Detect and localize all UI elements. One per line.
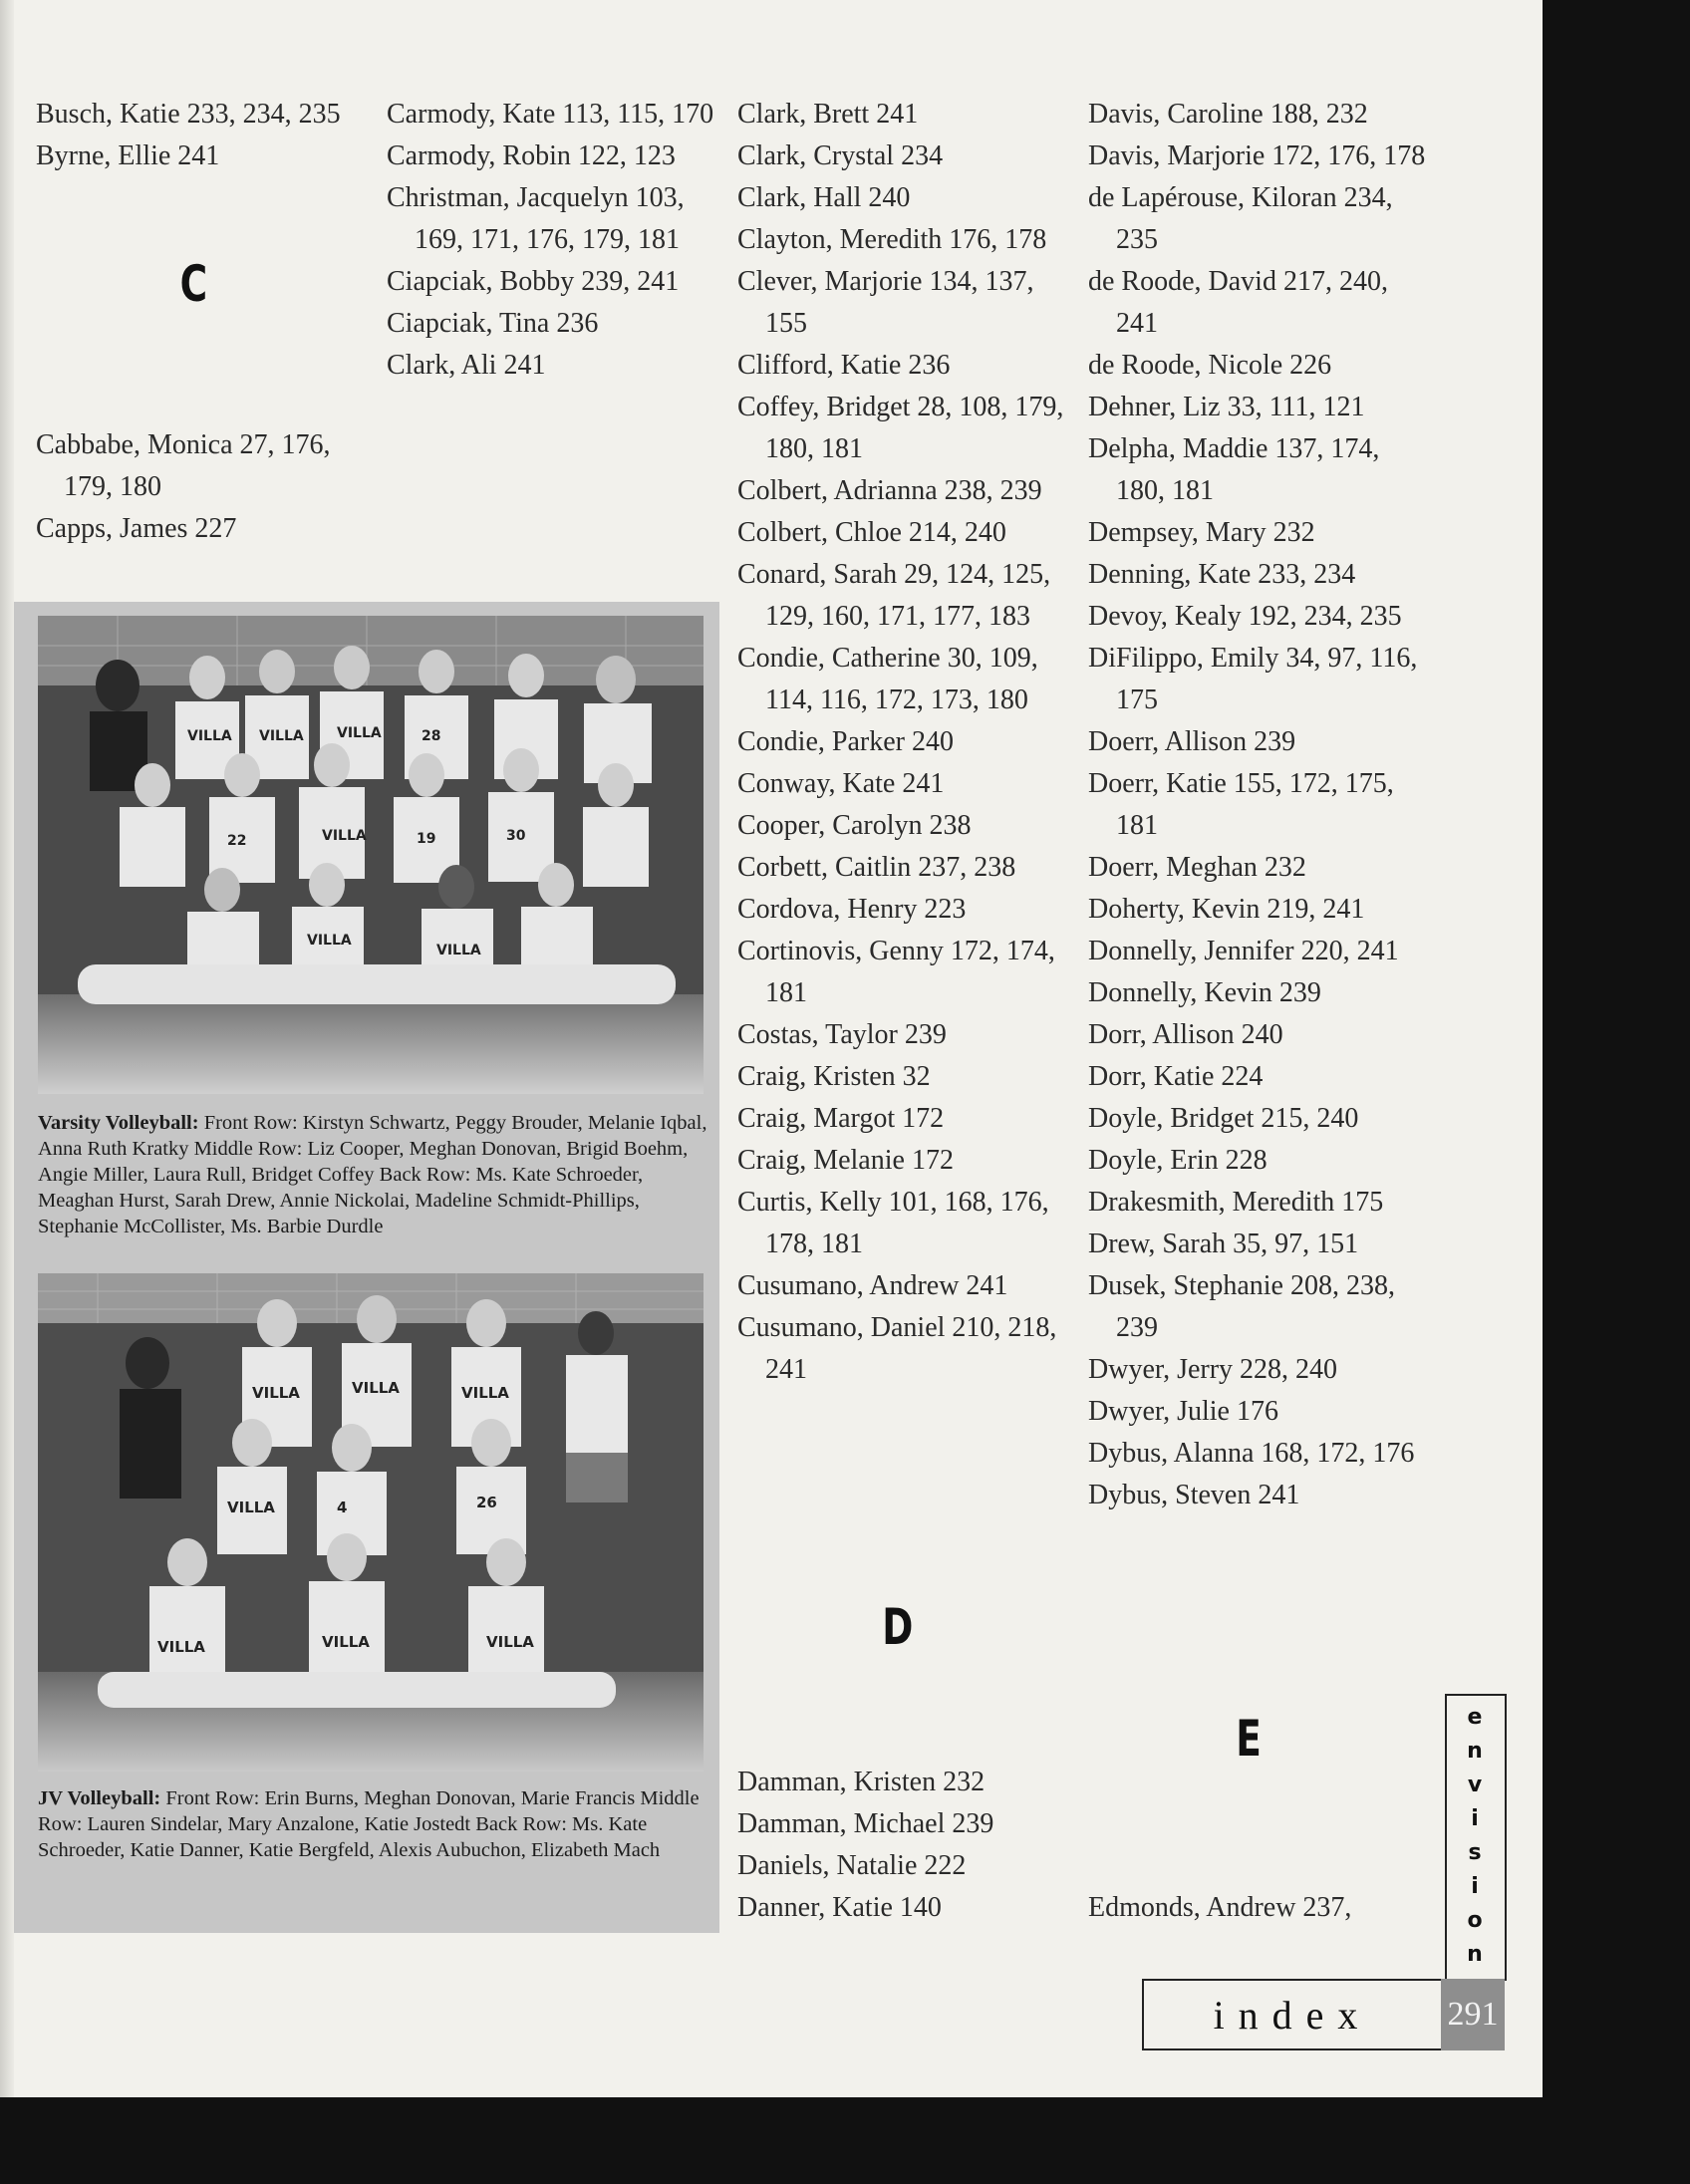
index-column-1-c: [36, 424, 375, 550]
index-entry: Clark, Hall 240: [737, 182, 911, 213]
svg-text:4: 4: [337, 1499, 348, 1516]
section-letter-d: D: [882, 1598, 914, 1656]
index-entry: Damman, Kristen 232: [737, 1767, 986, 1797]
index-entry: Dempsey, Mary 232: [1088, 517, 1315, 548]
index-entry: Busch, Katie 233, 234, 235: [36, 99, 341, 130]
index-entry: Doerr, Meghan 232: [1088, 852, 1306, 883]
index-column-2: [387, 94, 725, 387]
index-entry: Davis, Marjorie 172, 176, 178: [1088, 140, 1426, 171]
side-letter: e: [1467, 1704, 1483, 1730]
index-entry: Craig, Kristen 32: [737, 1061, 931, 1092]
index-column-3-d: [737, 1762, 1076, 1929]
index-entry: DiFilippo, Emily 34, 97, 116, 175: [1088, 643, 1418, 715]
svg-text:28: 28: [422, 728, 441, 744]
index-column-4: [1088, 94, 1427, 1516]
svg-text:VILLA: VILLA: [352, 1379, 400, 1397]
index-entry: Dwyer, Julie 176: [1088, 1396, 1278, 1427]
index-entry: Cusumano, Daniel 210, 218, 241: [737, 1312, 1057, 1385]
side-letter: i: [1471, 1805, 1479, 1831]
index-entry: Devoy, Kealy 192, 234, 235: [1088, 601, 1402, 632]
svg-text:VILLA: VILLA: [486, 1633, 534, 1651]
svg-text:VILLA: VILLA: [259, 728, 304, 744]
index-entry: Carmody, Kate 113, 115, 170: [387, 99, 714, 130]
index-entry: Costas, Taylor 239: [737, 1019, 947, 1050]
index-entry: Clayton, Meredith 176, 178: [737, 224, 1047, 255]
side-tab-envision: [1445, 1694, 1505, 1977]
svg-text:VILLA: VILLA: [252, 1384, 300, 1402]
svg-text:VILLA: VILLA: [461, 1384, 509, 1402]
svg-text:VILLA: VILLA: [322, 828, 367, 844]
side-letter: s: [1468, 1839, 1482, 1865]
index-entry: Donnelly, Jennifer 220, 241: [1088, 936, 1399, 966]
section-letter-e: E: [1236, 1710, 1262, 1768]
section-letter-c: C: [179, 255, 208, 313]
index-entry: Dwyer, Jerry 228, 240: [1088, 1354, 1338, 1385]
caption-title: Varsity Volleyball:: [38, 1112, 199, 1134]
side-letter: v: [1467, 1772, 1483, 1797]
index-entry: Daniels, Natalie 222: [737, 1850, 967, 1881]
index-entry: Clark, Ali 241: [387, 350, 546, 381]
index-entry: Coffey, Bridget 28, 108, 179, 180, 181: [737, 392, 1064, 464]
index-entry: Doerr, Allison 239: [1088, 726, 1296, 757]
index-entry: Clark, Crystal 234: [737, 140, 944, 171]
svg-text:30: 30: [506, 828, 526, 844]
svg-text:VILLA: VILLA: [337, 725, 382, 741]
svg-text:22: 22: [227, 833, 247, 849]
index-entry: Davis, Caroline 188, 232: [1088, 99, 1368, 130]
index-entry: Ciapciak, Bobby 239, 241: [387, 266, 680, 297]
index-entry: Clifford, Katie 236: [737, 350, 951, 381]
index-entry: de Roode, Nicole 226: [1088, 350, 1332, 381]
varsity-caption: [38, 1110, 707, 1239]
index-column-3: [737, 94, 1076, 1391]
index-entry: de Lapérouse, Kiloran 234, 235: [1088, 182, 1393, 255]
index-entry: Doerr, Katie 155, 172, 175, 181: [1088, 768, 1394, 841]
index-entry: Cusumano, Andrew 241: [737, 1270, 1008, 1301]
page-number: 291: [1441, 1979, 1505, 2050]
index-entry: Colbert, Chloe 214, 240: [737, 517, 1006, 548]
caption-body: Front Row: Erin Burns, Meghan Donovan, Marie Francis Middle Row: Lauren Sindelar, Mary Anzalone, Katie Jostedt Back Row: Ms. Kate Schroeder, Katie Danner, Katie Bergfeld, Alexis Aubuchon, Elizabeth Mach: [38, 1787, 700, 1861]
index-entry: Byrne, Ellie 241: [36, 140, 220, 171]
side-letter: i: [1471, 1873, 1479, 1899]
index-entry: Cortinovis, Genny 172, 174, 181: [737, 936, 1055, 1008]
index-entry: Danner, Katie 140: [737, 1892, 942, 1923]
index-entry: Drew, Sarah 35, 97, 151: [1088, 1228, 1359, 1259]
index-entry: Conard, Sarah 29, 124, 125, 129, 160, 171, 177, 183: [737, 559, 1051, 632]
index-entry: Carmody, Robin 122, 123: [387, 140, 676, 171]
index-entry: Condie, Catherine 30, 109, 114, 116, 172, 173, 180: [737, 643, 1038, 715]
index-entry: Doherty, Kevin 219, 241: [1088, 894, 1365, 925]
jv-team-photo: [38, 1273, 704, 1772]
index-entry: Clark, Brett 241: [737, 99, 919, 130]
index-entry: Cabbabe, Monica 27, 176, 179, 180: [36, 429, 331, 502]
svg-text:19: 19: [417, 831, 436, 847]
photo-panel: [14, 602, 719, 1933]
index-entry: Condie, Parker 240: [737, 726, 954, 757]
index-entry: Dorr, Allison 240: [1088, 1019, 1283, 1050]
svg-text:VILLA: VILLA: [227, 1499, 275, 1516]
index-entry: Dybus, Steven 241: [1088, 1480, 1300, 1510]
section-label: index: [1142, 1979, 1443, 2050]
index-entry: Craig, Margot 172: [737, 1103, 945, 1134]
index-entry: Ciapciak, Tina 236: [387, 308, 599, 339]
index-entry: Curtis, Kelly 101, 168, 176, 178, 181: [737, 1187, 1049, 1259]
index-entry: Dusek, Stephanie 208, 238, 239: [1088, 1270, 1395, 1343]
svg-text:VILLA: VILLA: [187, 728, 232, 744]
caption-title: JV Volleyball:: [38, 1787, 161, 1809]
index-entry: Christman, Jacquelyn 103, 169, 171, 176, 179, 181: [387, 182, 685, 255]
side-letter: n: [1467, 1738, 1483, 1764]
binding-edge: [0, 0, 14, 2097]
index-entry: Drakesmith, Meredith 175: [1088, 1187, 1384, 1218]
index-entry: Conway, Kate 241: [737, 768, 945, 799]
index-entry: Colbert, Adrianna 238, 239: [737, 475, 1042, 506]
side-letter: o: [1467, 1907, 1483, 1933]
index-entry: Donnelly, Kevin 239: [1088, 977, 1321, 1008]
svg-text:VILLA: VILLA: [436, 943, 481, 958]
index-entry: Corbett, Caitlin 237, 238: [737, 852, 1016, 883]
index-column-4-e: [1088, 1887, 1427, 1929]
index-entry: Delpha, Maddie 137, 174, 180, 181: [1088, 433, 1380, 506]
index-entry: Dybus, Alanna 168, 172, 176: [1088, 1438, 1415, 1469]
svg-text:VILLA: VILLA: [322, 1633, 370, 1651]
index-entry: Damman, Michael 239: [737, 1808, 994, 1839]
svg-text:VILLA: VILLA: [307, 933, 352, 949]
side-letter: n: [1467, 1941, 1483, 1967]
caption-body: Front Row: Kirstyn Schwartz, Peggy Brouder, Melanie Iqbal, Anna Ruth Kratky Middle Row: Liz Cooper, Meghan Donovan, Brigid Boehm, Angie Miller, Laura Rull, Bridget Coffey Back Row: Ms. Kate Schroeder, Meaghan Hurst, Sarah Drew, Annie Nickolai, Madeline Schmidt-Phillips, Stephanie McCollister, Ms. Barbie Durdle: [38, 1112, 707, 1237]
index-entry: Cordova, Henry 223: [737, 894, 967, 925]
index-entry: Dehner, Liz 33, 111, 121: [1088, 392, 1365, 422]
index-entry: Dorr, Katie 224: [1088, 1061, 1264, 1092]
index-entry: Doyle, Bridget 215, 240: [1088, 1103, 1359, 1134]
index-entry: Doyle, Erin 228: [1088, 1145, 1268, 1176]
index-entry: Cooper, Carolyn 238: [737, 810, 972, 841]
index-entry: Craig, Melanie 172: [737, 1145, 954, 1176]
jv-caption: [38, 1785, 707, 1863]
index-entry: Clever, Marjorie 134, 137, 155: [737, 266, 1034, 339]
svg-text:26: 26: [476, 1494, 497, 1511]
index-entry: de Roode, David 217, 240, 241: [1088, 266, 1388, 339]
index-column-1: [36, 94, 375, 177]
varsity-team-photo: [38, 616, 704, 1094]
index-entry: Capps, James 227: [36, 513, 237, 544]
svg-text:VILLA: VILLA: [157, 1638, 205, 1656]
index-entry: Denning, Kate 233, 234: [1088, 559, 1356, 590]
index-entry: Edmonds, Andrew 237,: [1088, 1892, 1352, 1923]
